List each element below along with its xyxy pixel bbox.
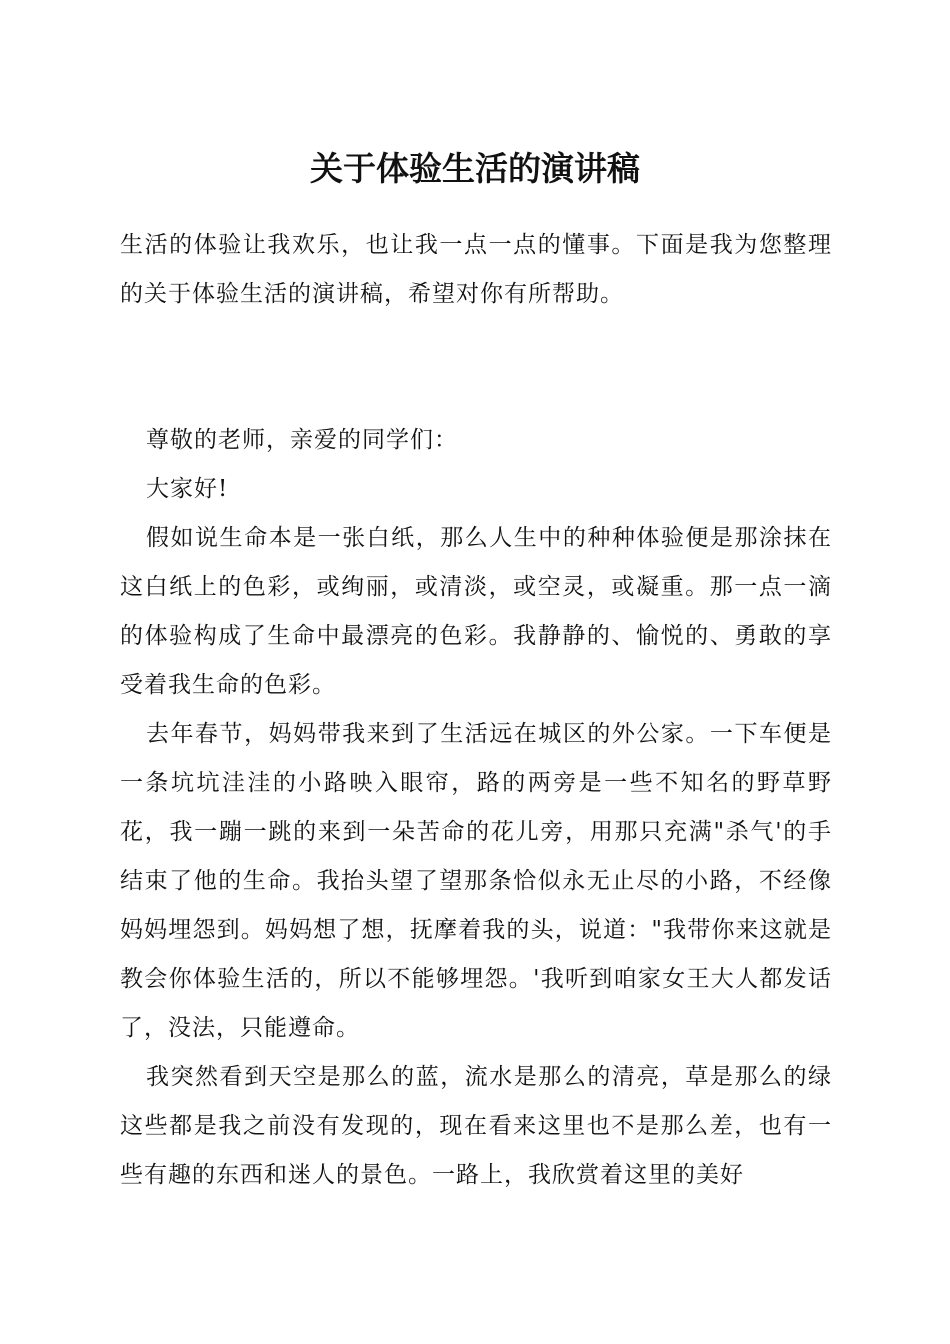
greeting: 大家好! bbox=[146, 476, 229, 502]
salutation: 尊敬的老师，亲爱的同学们： bbox=[146, 427, 458, 453]
intro-paragraph: 生活的体验让我欢乐，也让我一点一点的懂事。下面是我为您整理的关于体验生活的演讲稿，希望对你有所帮助。 bbox=[120, 232, 832, 307]
body-paragraph: 假如说生命本是一张白纸，那么人生中的种种体验便是那涂抹在这白纸上的色彩，或绚丽，或清淡，或空灵，或凝重。那一点一滴的体验构成了生命中最漂亮的色彩。我静静的、愉悦的、勇敢的享受着我生命的色彩。 bbox=[120, 525, 832, 698]
speech-body bbox=[120, 416, 832, 1200]
body-paragraph: 我突然看到天空是那么的蓝，流水是那么的清亮，草是那么的绿这些都是我之前没有发现的，现在看来这里也不是那么差，也有一些有趣的东西和迷人的景色。一路上，我欣赏着这里的美好 bbox=[120, 1064, 832, 1188]
body-paragraph: 去年春节，妈妈带我来到了生活远在城区的外公家。一下车便是一条坑坑洼洼的小路映入眼帘，路的两旁是一些不知名的野草野花，我一蹦一跳的来到一朵苦命的花儿旁，用那只充满"杀气'的手结束了他的生命。我抬头望了望那条恰似永无止尽的小路，不经像妈妈埋怨到。妈妈想了想，抚摩着我的头，说道："我带你来这就是教会你体验生活的，所以不能够埋怨。'我听到咱家女王大人都发话了，没法，只能遵命。 bbox=[120, 721, 832, 1041]
document-title: 关于体验生活的演讲稿 bbox=[310, 149, 640, 188]
intro-section bbox=[120, 221, 832, 319]
